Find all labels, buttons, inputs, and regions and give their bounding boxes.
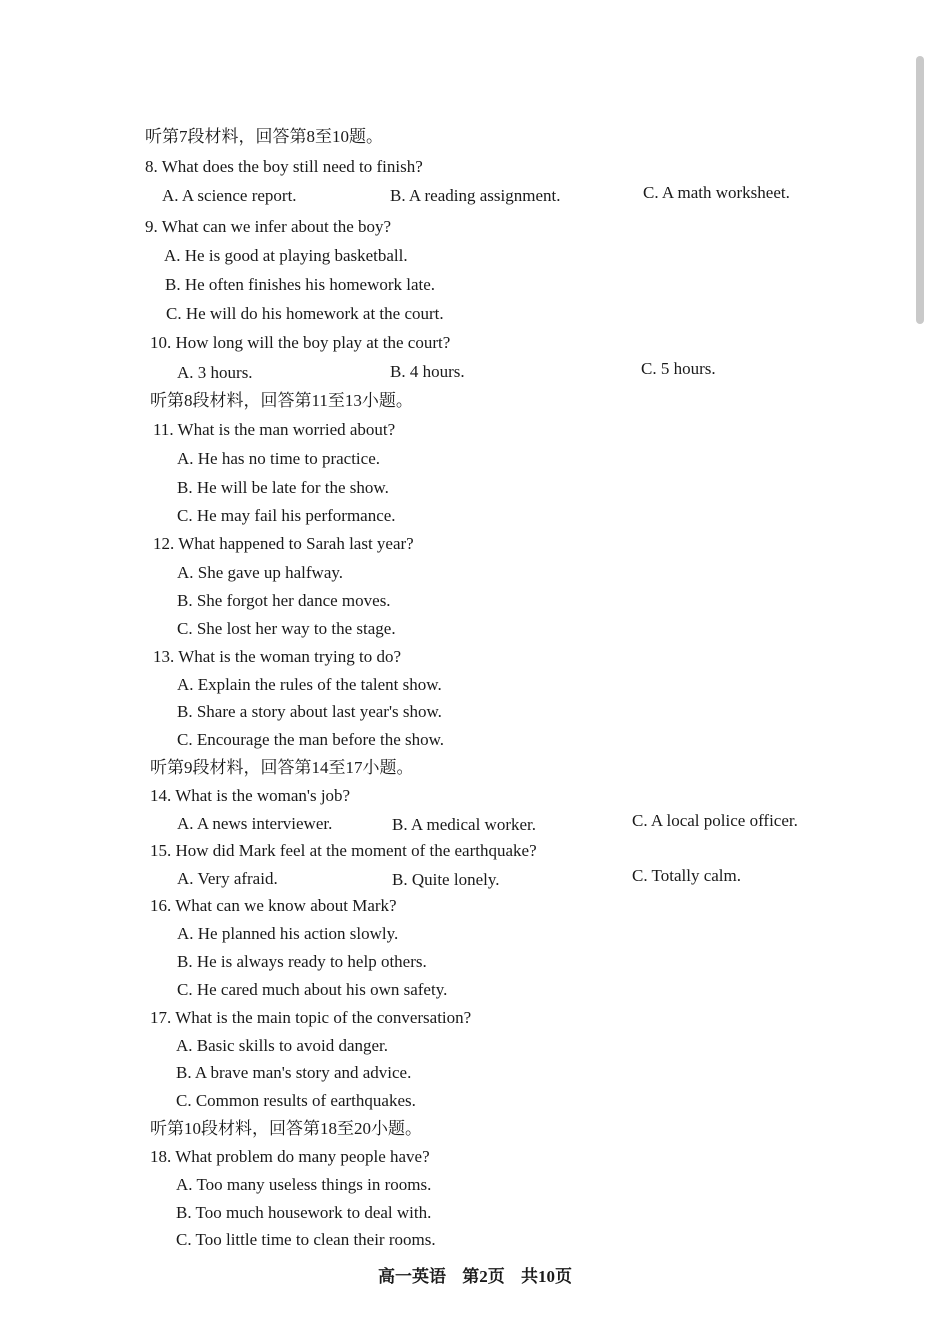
question-17-option-a: A. Basic skills to avoid danger. xyxy=(176,1036,389,1055)
question-11-stem: 11. What is the man worried about? xyxy=(153,420,396,439)
question-16-stem: 16. What can we know about Mark? xyxy=(150,896,397,915)
question-15-option-b: B. Quite lonely. xyxy=(392,870,500,889)
question-17-option-b: B. A brave man's story and advice. xyxy=(176,1063,412,1082)
question-10-option-b: B. 4 hours. xyxy=(390,362,465,381)
question-12-option-b: B. She forgot her dance moves. xyxy=(177,591,391,610)
question-17-stem: 17. What is the main topic of the conversation? xyxy=(150,1008,472,1027)
question-16-option-c: C. He cared much about his own safety. xyxy=(177,980,448,999)
question-9-stem: 9. What can we infer about the boy? xyxy=(145,217,392,236)
question-15-option-c: C. Totally calm. xyxy=(632,866,741,885)
question-12-option-c: C. She lost her way to the stage. xyxy=(177,619,396,638)
question-15-stem: 15. How did Mark feel at the moment of the earthquake? xyxy=(150,841,537,860)
question-14-option-a: A. A news interviewer. xyxy=(177,814,333,833)
question-8-stem: 8. What does the boy still need to finish? xyxy=(145,157,423,176)
section-10-heading: 听第10段材料，回答第18至20小题。 xyxy=(150,1119,422,1138)
question-8-option-c: C. A math worksheet. xyxy=(643,183,790,202)
question-18-stem: 18. What problem do many people have? xyxy=(150,1147,430,1166)
question-13-stem: 13. What is the woman trying to do? xyxy=(153,647,402,666)
question-11-option-a: A. He has no time to practice. xyxy=(177,449,380,468)
page-footer xyxy=(0,1262,950,1287)
question-9-option-c: C. He will do his homework at the court. xyxy=(166,304,444,323)
section-8-heading: 听第8段材料，回答第11至13小题。 xyxy=(150,391,413,410)
question-12-stem: 12. What happened to Sarah last year? xyxy=(153,534,414,553)
question-14-option-c: C. A local police officer. xyxy=(632,811,798,830)
question-9-option-a: A. He is good at playing basketball. xyxy=(164,246,408,265)
question-16-option-a: A. He planned his action slowly. xyxy=(177,924,399,943)
footer-subject: 高一英语 xyxy=(378,1267,446,1286)
question-17-option-c: C. Common results of earthquakes. xyxy=(176,1091,416,1110)
question-16-option-b: B. He is always ready to help others. xyxy=(177,952,427,971)
question-14-option-b: B. A medical worker. xyxy=(392,815,537,834)
question-10-option-c: C. 5 hours. xyxy=(641,359,716,378)
question-18-option-a: A. Too many useless things in rooms. xyxy=(176,1175,432,1194)
section-9-heading: 听第9段材料，回答第14至17小题。 xyxy=(150,758,414,777)
question-13-option-a: A. Explain the rules of the talent show. xyxy=(177,675,442,694)
question-8-option-b: B. A reading assignment. xyxy=(390,186,561,205)
question-10-stem: 10. How long will the boy play at the court? xyxy=(150,333,451,352)
footer-page-number: 第2页 xyxy=(462,1267,505,1286)
question-18-option-c: C. Too little time to clean their rooms. xyxy=(176,1230,436,1249)
question-13-option-b: B. Share a story about last year's show. xyxy=(177,702,442,721)
footer-total-pages: 共10页 xyxy=(521,1267,572,1286)
question-12-option-a: A. She gave up halfway. xyxy=(177,563,344,582)
question-15-option-a: A. Very afraid. xyxy=(177,869,278,888)
question-14-stem: 14. What is the woman's job? xyxy=(150,786,351,805)
vertical-scrollbar[interactable] xyxy=(916,56,924,324)
section-7-heading: 听第7段材料，回答第8至10题。 xyxy=(145,127,383,146)
question-11-option-b: B. He will be late for the show. xyxy=(177,478,389,497)
question-18-option-b: B. Too much housework to deal with. xyxy=(176,1203,432,1222)
question-11-option-c: C. He may fail his performance. xyxy=(177,506,396,525)
question-8-option-a: A. A science report. xyxy=(162,186,297,205)
question-13-option-c: C. Encourage the man before the show. xyxy=(177,730,445,749)
question-10-option-a: A. 3 hours. xyxy=(177,363,253,382)
question-9-option-b: B. He often finishes his homework late. xyxy=(165,275,436,294)
